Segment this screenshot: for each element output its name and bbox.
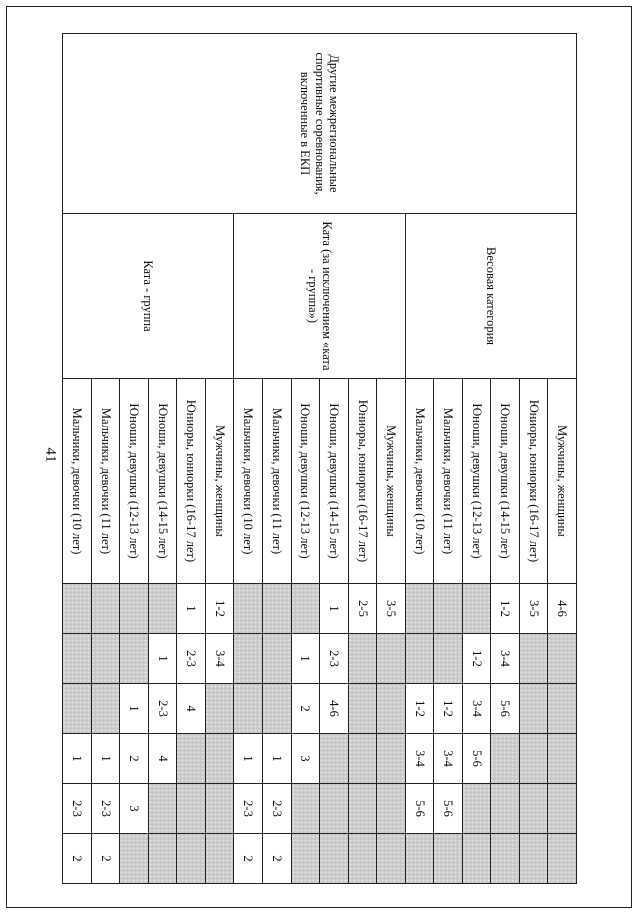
- age-group: Мальчики, девочки (11 лет): [262, 379, 291, 584]
- place-range-cell: 2-3: [320, 634, 349, 684]
- shaded-cell: [405, 584, 434, 634]
- place-range-cell: 2-3: [177, 634, 206, 684]
- shaded-cell: [205, 834, 234, 884]
- shaded-cell: [348, 784, 377, 834]
- place-range-cell: 2: [291, 684, 320, 734]
- competition-name: Другие межрегиональные спортивные соревнования, включенные в ЕКП: [63, 34, 577, 214]
- shaded-cell: [377, 734, 406, 784]
- shaded-cell: [205, 734, 234, 784]
- table-body: [63, 34, 577, 884]
- shaded-cell: [462, 584, 491, 634]
- shaded-cell: [405, 834, 434, 884]
- shaded-cell: [491, 834, 520, 884]
- rotated-table-container: [62, 33, 577, 883]
- shaded-cell: [519, 634, 548, 684]
- place-range-cell: 2-3: [63, 784, 92, 834]
- place-range-cell: 2: [91, 834, 120, 884]
- shaded-cell: [291, 834, 320, 884]
- shaded-cell: [177, 734, 206, 784]
- shaded-cell: [205, 684, 234, 734]
- place-range-cell: 3-4: [462, 684, 491, 734]
- table-row: [548, 34, 577, 884]
- shaded-cell: [519, 834, 548, 884]
- place-range-cell: 1-2: [434, 684, 463, 734]
- place-range-cell: 5-6: [405, 784, 434, 834]
- age-group: Мальчики, девочки (10 лет): [63, 379, 92, 584]
- shaded-cell: [120, 584, 149, 634]
- shaded-cell: [177, 834, 206, 884]
- discipline-name: Ката - группа: [63, 214, 234, 379]
- shaded-cell: [320, 834, 349, 884]
- shaded-cell: [348, 734, 377, 784]
- age-group: Мальчики, девочки (11 лет): [91, 379, 120, 584]
- place-range-cell: 1: [91, 734, 120, 784]
- shaded-cell: [434, 834, 463, 884]
- shaded-cell: [377, 784, 406, 834]
- shaded-cell: [205, 784, 234, 834]
- age-group: Юноши, девушки (12-13 лет): [120, 379, 149, 584]
- place-range-cell: 2-3: [262, 784, 291, 834]
- place-range-cell: 2-3: [234, 784, 263, 834]
- shaded-cell: [519, 734, 548, 784]
- place-range-cell: 2-5: [348, 584, 377, 634]
- place-range-cell: 2: [262, 834, 291, 884]
- age-group: Мужчины, женщины: [548, 379, 577, 584]
- place-range-cell: 1: [262, 734, 291, 784]
- shaded-cell: [91, 634, 120, 684]
- shaded-cell: [548, 834, 577, 884]
- age-group: Юниоры, юниорки (16-17 лет): [177, 379, 206, 584]
- shaded-cell: [91, 584, 120, 634]
- shaded-cell: [262, 584, 291, 634]
- shaded-cell: [548, 684, 577, 734]
- shaded-cell: [377, 684, 406, 734]
- age-group: Юноши, девушки (14-15 лет): [148, 379, 177, 584]
- place-range-cell: 3: [291, 734, 320, 784]
- place-range-cell: 1: [291, 634, 320, 684]
- shaded-cell: [63, 634, 92, 684]
- age-group: Мальчики, девочки (10 лет): [405, 379, 434, 584]
- shaded-cell: [148, 784, 177, 834]
- shaded-cell: [320, 784, 349, 834]
- place-range-cell: 1: [120, 684, 149, 734]
- place-range-cell: 3-4: [405, 734, 434, 784]
- place-range-cell: 3: [120, 784, 149, 834]
- place-range-cell: 1-2: [205, 584, 234, 634]
- age-group: Юниоры, юниорки (16-17 лет): [348, 379, 377, 584]
- place-range-cell: 5-6: [462, 734, 491, 784]
- place-range-cell: 2: [63, 834, 92, 884]
- place-range-cell: 3-5: [377, 584, 406, 634]
- shaded-cell: [434, 584, 463, 634]
- place-range-cell: 5-6: [491, 684, 520, 734]
- shaded-cell: [320, 734, 349, 784]
- place-range-cell: 2: [120, 734, 149, 784]
- place-range-cell: 2-3: [148, 684, 177, 734]
- shaded-cell: [377, 634, 406, 684]
- shaded-cell: [262, 684, 291, 734]
- shaded-cell: [348, 684, 377, 734]
- age-group: Юниоры, юниорки (16-17 лет): [519, 379, 548, 584]
- score-table: [62, 33, 577, 884]
- place-range-cell: 1: [148, 634, 177, 684]
- shaded-cell: [519, 784, 548, 834]
- place-range-cell: 4-6: [320, 684, 349, 734]
- place-range-cell: 1-2: [405, 684, 434, 734]
- shaded-cell: [63, 584, 92, 634]
- shaded-cell: [348, 834, 377, 884]
- age-group: Мужчины, женщины: [205, 379, 234, 584]
- shaded-cell: [491, 734, 520, 784]
- shaded-cell: [120, 634, 149, 684]
- shaded-cell: [291, 784, 320, 834]
- place-range-cell: 3-4: [434, 734, 463, 784]
- place-range-cell: 1: [177, 584, 206, 634]
- place-range-cell: 1-2: [462, 634, 491, 684]
- shaded-cell: [234, 584, 263, 634]
- place-range-cell: 4: [177, 684, 206, 734]
- shaded-cell: [519, 684, 548, 734]
- age-group: Мужчины, женщины: [377, 379, 406, 584]
- age-group: Юноши, девушки (12-13 лет): [291, 379, 320, 584]
- place-range-cell: 5-6: [434, 784, 463, 834]
- shaded-cell: [491, 784, 520, 834]
- place-range-cell: 1: [234, 734, 263, 784]
- shaded-cell: [462, 784, 491, 834]
- age-group: Юноши, девушки (14-15 лет): [491, 379, 520, 584]
- age-group: Юноши, девушки (12-13 лет): [462, 379, 491, 584]
- place-range-cell: 4: [148, 734, 177, 784]
- discipline-name: Ката (за исключением «ката - группа»): [234, 214, 405, 379]
- shaded-cell: [548, 784, 577, 834]
- shaded-cell: [120, 834, 149, 884]
- shaded-cell: [377, 834, 406, 884]
- place-range-cell: 1: [63, 734, 92, 784]
- shaded-cell: [63, 684, 92, 734]
- shaded-cell: [148, 834, 177, 884]
- shaded-cell: [462, 834, 491, 884]
- place-range-cell: 4-6: [548, 584, 577, 634]
- age-group: Юноши, девушки (14-15 лет): [320, 379, 349, 584]
- shaded-cell: [177, 784, 206, 834]
- place-range-cell: 3-5: [519, 584, 548, 634]
- shaded-cell: [291, 584, 320, 634]
- place-range-cell: 3-4: [205, 634, 234, 684]
- place-range-cell: 3-4: [491, 634, 520, 684]
- shaded-cell: [262, 634, 291, 684]
- shaded-cell: [234, 684, 263, 734]
- shaded-cell: [405, 634, 434, 684]
- shaded-cell: [148, 584, 177, 634]
- place-range-cell: 1-2: [491, 584, 520, 634]
- shaded-cell: [234, 634, 263, 684]
- shaded-cell: [434, 634, 463, 684]
- shaded-cell: [91, 684, 120, 734]
- shaded-cell: [348, 634, 377, 684]
- place-range-cell: 1: [320, 584, 349, 634]
- place-range-cell: 2-3: [91, 784, 120, 834]
- age-group: Мальчики, девочки (11 лет): [434, 379, 463, 584]
- discipline-name: Весовая категория: [405, 214, 576, 379]
- place-range-cell: 2: [234, 834, 263, 884]
- shaded-cell: [548, 634, 577, 684]
- age-group: Мальчики, девочки (10 лет): [234, 379, 263, 584]
- shaded-cell: [548, 734, 577, 784]
